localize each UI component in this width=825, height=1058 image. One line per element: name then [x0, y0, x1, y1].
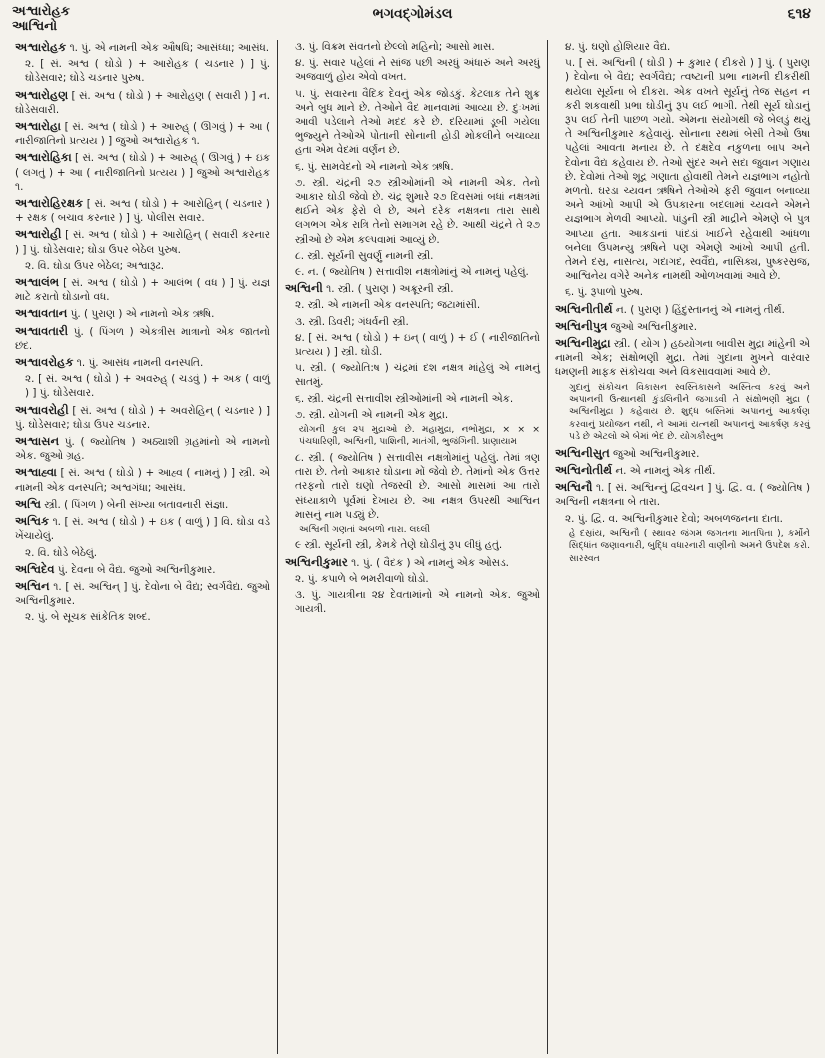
entry-sense: [285, 361, 540, 389]
headword: અશ્વિનીમુદ્રા: [555, 336, 611, 351]
dictionary-entry: [15, 227, 270, 256]
headword: અશ્વિનૌ: [555, 480, 593, 495]
entry-sense: [285, 408, 540, 422]
dictionary-entry: [15, 562, 270, 577]
definition-text: પું. દેવના બે વૈદ્ય. જુઓ અશ્વિનીકુમાર.: [54, 563, 216, 576]
headword: અશ્વાવતાન: [15, 306, 68, 321]
entry-sense: [285, 424, 540, 449]
headword: અશ્વિક: [15, 514, 50, 529]
definition-text: ૩. પું. વિક્રમ સંવતનો છેલ્લો મહિનો; આસો માસ.: [295, 41, 495, 53]
dictionary-entry: [555, 446, 810, 461]
page-title: ભગવદ્ગોમંડલ: [372, 6, 453, 22]
headword: અશ્વિદેવ: [15, 561, 55, 576]
entry-sense: [285, 265, 540, 279]
dictionary-entry: [555, 336, 810, 380]
definition-text: ૪. પું. સવાર પહેલાં ને સાંજ પછી અરધું અંધારું અને અરધું અજવાળું હોય એવો વખત.: [295, 57, 540, 84]
headword: અશ્વિન: [15, 578, 50, 593]
definition-text: ૨. [ સં. અશ્વ ( ઘોડો ) + આરોહક ( ચડનાર ) ] પું. ઘોડેસવાર; ઘોડે ચડનાર પુરુષ.: [25, 58, 270, 85]
entry-sense: [285, 572, 540, 586]
definition-text: ૧. પું. ( વૈદક ) એ નામનું એક ઓસડ.: [347, 556, 509, 569]
definition-text: [ સં. અશ્વ ( ઘોડો ) + આરુહ્ ( ઊગવું ) + ઇક ( લગતું ) + આ ( નારીજાતિનો પ્રત્યય ) ] જુઓ અશ્વારોહક ૧.: [15, 152, 270, 193]
dictionary-entry: [15, 355, 270, 370]
column-1: [8, 40, 277, 1054]
definition-text: ૮. સ્ત્રી. ( જ્યોતિષ ) સત્તાવીસ નક્ષત્રોમાંનું પહેલું. તેમાં ત્રણ તારા છે. તેનો આકાર ઘોડાના મોં જેવો છે. તેમાંનો એક ઉત્તર તરફનો તારો ઘણો તેજસ્વી છે. આસો માસમાં આ તારો સંધ્યાકાળે પૂર્વમાં દેખાય છે. આ નક્ષત્ર ઉપરથી આશ્વિન માસનું નામ પડ્યું છે.: [295, 451, 540, 521]
column-2: [277, 40, 547, 1054]
entry-sense: [285, 538, 540, 552]
entry-sense: [285, 176, 540, 247]
column-3: [547, 40, 817, 1054]
definition-text: ગુદાનું સંકોચન વિકાસન સ્વસ્તિકાસને અસ્તિત્વ કરવું અને અપાનની ઉત્થાનથી કુંડલિનીને જગાડવી તે સંક્ષોભણી મુદ્રા ( અશ્વિનીમુદ્રા ) કહેવાય છે. શુદ્ધ બસ્તિમાં અપાનનું આકર્ષણ કરવાનું પ્રયોજન નથી, ને આમાં યત્નથી અપાનનું આકર્ષણ કરવું પડે છે એટલો એ બેમાં ભેદ છે. યોગકૌસ્તુભ: [569, 381, 810, 443]
entry-sense: [555, 56, 810, 283]
entry-sense: [15, 546, 270, 560]
definition-text: ૧. પું. આસંધ નામની વનસ્પતિ.: [73, 357, 204, 370]
entry-sense: [285, 40, 540, 54]
dictionary-entry: [15, 579, 270, 608]
definition-text: ન. એ નામનું એક તીર્થ.: [612, 464, 716, 477]
definition-text: ૫. પું. સવારના વૈદિક દેવનું એક જોડકું. કેટલાક તેને શુક્ર અને બુધ માને છે. તેઓને વૈદ માનવામાં આવ્યા છે. દુઃખમાં આવી પડેલાને તેઓ મદદ કરે છે. દરિયામાં ડૂબી ગયેલા ભુજ્યુને તેઓએ પોતાની સોનાની હોડી મોકલીને બચાવ્યા હતા એમ વેદમાં વર્ણન છે.: [295, 87, 540, 157]
headword: અશ્વાવતારી: [15, 323, 69, 338]
definition-text: ૬. પું. રૂપાળો પુરુષ.: [565, 286, 644, 299]
dictionary-entry: [555, 463, 810, 478]
entry-sense: [285, 160, 540, 174]
definition-text: ૫. સ્ત્રી. ( જ્યોતિ:ષ ) ચંદ્રમાં દશ નક્ષત્ર માંહેલું એ નામનું સાતમું.: [295, 362, 540, 389]
dictionary-entry: [15, 88, 270, 117]
entry-sense: [285, 524, 540, 536]
definition-text: ૯. ન. ( જ્યોતિષ ) સત્તાવીશ નક્ષત્રોમાંનું એ નામનું પહેલું.: [295, 266, 529, 279]
definition-text: અશ્વિની ગણતાં અબળો નારા. લઘ્લી: [299, 523, 431, 535]
definition-text: ૨. પું. કપાળે બે ભમરીવાળો ઘોડો.: [295, 572, 429, 585]
dictionary-entry: [15, 150, 270, 194]
definition-text: ૭. સ્ત્રી. ચંદ્રની ૨૭ સ્ત્રીઓમાંની એ નામની એક. તેનો આકાર ઘોડી જેવો છે. ચંદ્ર શુમારે ૨૭ દિવસમાં બધાં નક્ષત્રમાં થઈને એક ફેરો લે છે, અને દરેક નક્ષત્રના તારા સાથે લગભગ એક રાત્રિ તેનો સમાગમ રહે છે. આથી ચંદ્રને તે ૨૭ સ્ત્રીઓ છે એમ કલ્પવામાં આવ્યું છે.: [295, 176, 540, 246]
dictionary-entry: [555, 302, 810, 317]
definition-text: [ સં. અશ્વ ( ઘોડો ) + આરોહણ ( સવારી ) ] ન. ઘોડેસવારી.: [15, 89, 270, 116]
definition-text: ૪. પું. ઘણો હોશિયાર વૈદ્ય.: [565, 41, 671, 53]
dictionary-entry: [555, 480, 810, 509]
definition-text: [ સં. અશ્વ ( ઘોડો ) + આરોહિન્ ( સવારી કરનાર ) ] પું. ઘોડેસવાર; ઘોડા ઉપર બેઠેલ પુરુષ.: [15, 229, 270, 256]
dictionary-entry: [15, 324, 270, 353]
headword: અશ્વિનીસુત: [555, 445, 610, 460]
definition-text: ૧. સ્ત્રી. ( પુરાણ ) અક્રૂરની સ્ત્રી.: [322, 283, 454, 296]
entry-sense: [15, 57, 270, 85]
headword: અશ્વાવરોહક: [15, 355, 74, 370]
definition-text: ૧. [ સં. અશ્વિન્નું દ્વિવચન ] પું. દ્વિ. વ. ( જ્યોતિષ ) અશ્વિની નક્ષત્રના બે તારા.: [555, 482, 810, 509]
definition-text: ૪. [ સં. અશ્વ ( ઘોડો ) + ઇન્ ( વાળું ) + ઈ ( નારીજાતિનો પ્રત્યય ) ] સ્ત્રી. ઘોડી.: [295, 331, 540, 359]
dictionary-columns: [8, 40, 817, 1054]
entry-sense: [285, 249, 540, 263]
entry-sense: [285, 331, 540, 359]
definition-text: [ સં. અશ્વ ( ઘોડો ) + આરુહ્ ( ઊગવું ) + આ ( નારીજાતિનો પ્રત્યય ) ] જુઓ અશ્વારોહક ૧.: [15, 121, 270, 148]
guide-word-first: અશ્વારોહક: [12, 4, 70, 19]
definition-text: [ સં. અશ્વ ( ઘોડો ) + આરોહિન્ ( ચડનાર ) + રક્ષક ( બચાવ કરનાર ) ] પું. પોલીસ સવાર.: [15, 198, 270, 225]
definition-text: ૧. [ સં. અશ્વ ( ઘોડો ) + ઇક ( વાળું ) ] વિ. ઘોડા વડે ખેંચાયેલું.: [15, 516, 270, 543]
entry-sense: [285, 315, 540, 329]
headword: અશ્વારોહિરક્ષક: [15, 196, 84, 211]
headword: અશ્વાલંભ: [15, 275, 60, 290]
page-number: ૬૧૪: [787, 6, 811, 22]
entry-sense: [285, 588, 540, 616]
definition-text: ૨. [ સં. અશ્વ ( ઘોડો ) + અવરુહ્ ( ચડવું ) + અક ( વાળું ) ] પું. ઘોડેસવાર.: [25, 373, 270, 400]
headword: અશ્વારોહક: [15, 40, 67, 54]
definition-text: જુઓ અશ્વિનીકુમાર.: [607, 320, 698, 333]
definition-text: પું. ( પુરાણ ) એ નામનો એક ઋષિ.: [67, 308, 215, 321]
dictionary-entry: [285, 555, 540, 570]
dictionary-entry: [285, 281, 540, 296]
dictionary-entry: [15, 434, 270, 463]
definition-text: યોગની કુલ ૨૫ મુદ્રાઓ છે. મહામુદ્રા, નભોમુદ્રા, × × × પંચધારિણી, અશ્વિની, પાશિની, માતંગી, ભુજંગિની. પ્રાણાયામ: [299, 424, 540, 448]
definition-text: [ સં. અશ્વ ( ઘોડો ) + આલંભ ( વધ ) ] પું. યજ્ઞ માટે કરાતો ઘોડાનો વધ.: [15, 277, 270, 304]
definition-text: ૬. સ્ત્રી. ચંદ્રની સત્તાવીશ સ્ત્રીઓમાંની એ નામની એક.: [295, 392, 514, 405]
entry-sense: [285, 392, 540, 406]
headword: અશ્વાસન: [15, 434, 60, 449]
headword: અશ્વારોહા: [15, 119, 61, 134]
definition-text: ૧. [ સં. અશ્વિન્ ] પું. દેવોના બે વૈદ્ય; સ્વર્ગવૈદ્ય. જુઓ અશ્વિનીકુમાર.: [15, 580, 270, 608]
dictionary-entry: [15, 275, 270, 304]
definition-text: ૮. સ્ત્રી. સૂર્યની સુવર્ણુ નામની સ્ત્રી.: [295, 249, 434, 262]
definition-text: ન. ( પુરાણ ) હિંદુસ્તાનનું એ નામનું તીર્થ.: [612, 303, 785, 316]
headword: અશ્વારોહણ: [15, 87, 69, 102]
entry-sense: [555, 512, 810, 526]
headword: અશ્વિનીકુમાર: [285, 554, 348, 569]
entry-sense: [555, 382, 810, 444]
headword: અશ્વાવરોહી: [15, 402, 69, 417]
entry-sense: [555, 528, 810, 565]
definition-text: ૩. સ્ત્રી. ડિવરી; ગંધર્વની સ્ત્રી.: [295, 315, 409, 328]
headword: અશ્વિનીતીર્થ: [555, 301, 613, 316]
definition-text: ૧. પું. એ નામની એક ઔષધિ; આસંધ્ધા; આસંધ.: [66, 42, 270, 54]
definition-text: ૨. વિ. ઘોડા ઉપર બેઠેલ; અશ્વારૂઢ.: [25, 259, 165, 272]
definition-text: સ્ત્રી. ( યોગ ) હઠયોગના બાવીસ મુદ્રા માંહેની એ નામની એક; સંક્ષોભણી મુદ્રા. તેમાં ગુદાના મુખને વારંવાર ધમણની માફક સંકોચવા અને વિકસાવવામાં આવે છે.: [555, 338, 810, 379]
headword: અશ્વારોહિકા: [15, 150, 72, 165]
headword: અશ્વિનોતીર્થ: [555, 462, 613, 477]
entry-sense: [15, 259, 270, 273]
entry-sense: [555, 285, 810, 299]
definition-text: ૯ સ્ત્રી. સૂર્યની સ્ત્રી, કેમકે તેણે ઘોડીનું રૂપ લીધું હતું.: [295, 539, 503, 552]
definition-text: હે દસ્રાંય, અશ્વિનૌ ( સ્થાવર જંગમ જગતના માતપિતા ), કર્મોને સિદ્ધાંત જણાવનારી, બુદ્ધિ વધારનારી વાણીનો અમને ઉપદેશ કરો. સારસ્વત: [569, 527, 810, 564]
definition-text: પું. ( જ્યોતિષ ) અઠ્યાશી ગ્રહમાંનો એ નામનો એક. જુઓ ગ્રહ.: [15, 436, 270, 463]
dictionary-entry: [15, 40, 270, 55]
entry-sense: [555, 40, 810, 54]
headword: અશ્વિનીપુત્ર: [555, 318, 608, 333]
page-header: [8, 4, 817, 42]
entry-sense: [15, 610, 270, 624]
dictionary-entry: [15, 497, 270, 512]
dictionary-entry: [15, 465, 270, 494]
entry-sense: [15, 372, 270, 400]
definition-text: ૨. વિ. ઘોડે બેઠેલું.: [25, 546, 98, 559]
entry-sense: [285, 56, 540, 84]
definition-text: ૨. પું. દ્વિ. વ. અશ્વિનીકુમાર દેવો; અબળજનના દાતા.: [565, 512, 783, 525]
dictionary-entry: [15, 196, 270, 225]
definition-text: જુઓ અશ્વિનીકુમાર.: [609, 447, 700, 460]
entry-sense: [285, 87, 540, 158]
definition-text: પું. ( પિંગળ ) એકત્રીસ માત્રાનો એક જાતનો છંદ.: [15, 325, 270, 352]
definition-text: ૭. સ્ત્રી. યોગની એ નામની એક મુદ્રા.: [295, 408, 449, 421]
headword: અશ્વાહ્વા: [15, 465, 57, 480]
dictionary-entry: [15, 514, 270, 543]
headword: અશ્વિની: [285, 281, 323, 296]
definition-text: ૬. પું. સામવેદનો એ નામનો એક ઋષિ.: [295, 160, 454, 173]
definition-text: સ્ત્રી. ( પિંગળ ) બેની સંખ્યા બતાવનારી સંજ્ઞા.: [40, 498, 229, 511]
definition-text: ૨. પું. બે સૂચક સાંકેતિક શબ્દ.: [25, 611, 151, 624]
dictionary-entry: [15, 119, 270, 148]
headword: અશ્વારોહી: [15, 227, 62, 242]
definition-text: ૨. સ્ત્રી. એ નામની એક વનસ્પતિ; જટામાંસી.: [295, 299, 481, 312]
dictionary-entry: [15, 403, 270, 432]
definition-text: ૩. પું. ગાયત્રીના ૨૪ દેવતામાંનો એ નામનો એક. જુઓ ગાયત્રી.: [295, 588, 540, 616]
entry-sense: [285, 298, 540, 312]
guide-word-second: આશ્વિનો: [12, 19, 58, 34]
entry-sense: [285, 451, 540, 522]
headword: અશ્વિ: [15, 496, 41, 511]
dictionary-entry: [555, 319, 810, 334]
definition-text: [ સં. અશ્વ ( ઘોડો ) + આહ્વ ( નામનું ) ] સ્ત્રી. એ નામની એક વનસ્પતિ; અશ્વગંધા; આસંધ.: [15, 467, 270, 494]
definition-text: [ સં. અશ્વ ( ઘોડો ) + અવરોહિન્ ( ચડનાર ) ] પું. ઘોડેસવાર; ઘોડા ઉપર ચડનાર.: [15, 404, 270, 431]
dictionary-entry: [15, 306, 270, 321]
definition-text: ૫. [ સં. અશ્વિની ( ઘોડી ) + કુમાર ( દીકરો ) ] પું. ( પુરાણ ) દેવોના બે વૈદ્ય; સ્વર્ગવૈદ્ય; ત્વષ્ટાની પ્રભા નામની દીકરીથી થયેલા સૂર્યના બે દીકરા. એક વખતે સૂર્યનું તેજ સહન ન કરી શકવાથી પ્રભા ઘોડીનું રૂપ લઈ ભાગી. તેથી સૂર્ય ઘોડાનું રૂપ લઈ તેની પાછળ ગયો. એમના સંયોગથી જે બેલડું થયું તે અશ્વિનીકુમાર કહેવાયું. સોનાના રથમાં બેસી તેઓ ઉષા પહેલાં આવતા મનાય છે. તે દક્ષદેવ નકુળના બાપ અને દેવોના વૈદ્ય કહેવાય છે. તેઓ સુંદર અને સદા જુવાન ગણાય છે. દેવોમાં તેઓ શૂદ્ર ગણાતા હોવાથી તેમને યજ્ઞભાગ નહોતો મળતો. ઘરડા ચ્યવન ઋષિને તેઓએ ફરી જુવાન બનાવ્યા અને આંખો આપી એ ઉપકારના બદલામાં ચ્યવને એમને યજ્ઞભાગ મેળવી આપ્યો. પાંડુની સ્ત્રી માદ્રીને એમણે બે પુત્ર આપ્યા હતા. આકડાનાં પાંદડાં ખાઈને રહેવાથી આંધળા બનેલા ઉપમન્યુ ઋષિને પણ એમણે આંખો આપી હતી. તેમને દસ્ર, નાસત્ય, ગદાગદ, સ્વર્વૈદ્ય, નાસિક્ય, પુષ્કરસ્રજ, આશ્વિનેય વગેરે અનેક નામથી ઓળખવામાં આવે છે.: [565, 57, 810, 283]
